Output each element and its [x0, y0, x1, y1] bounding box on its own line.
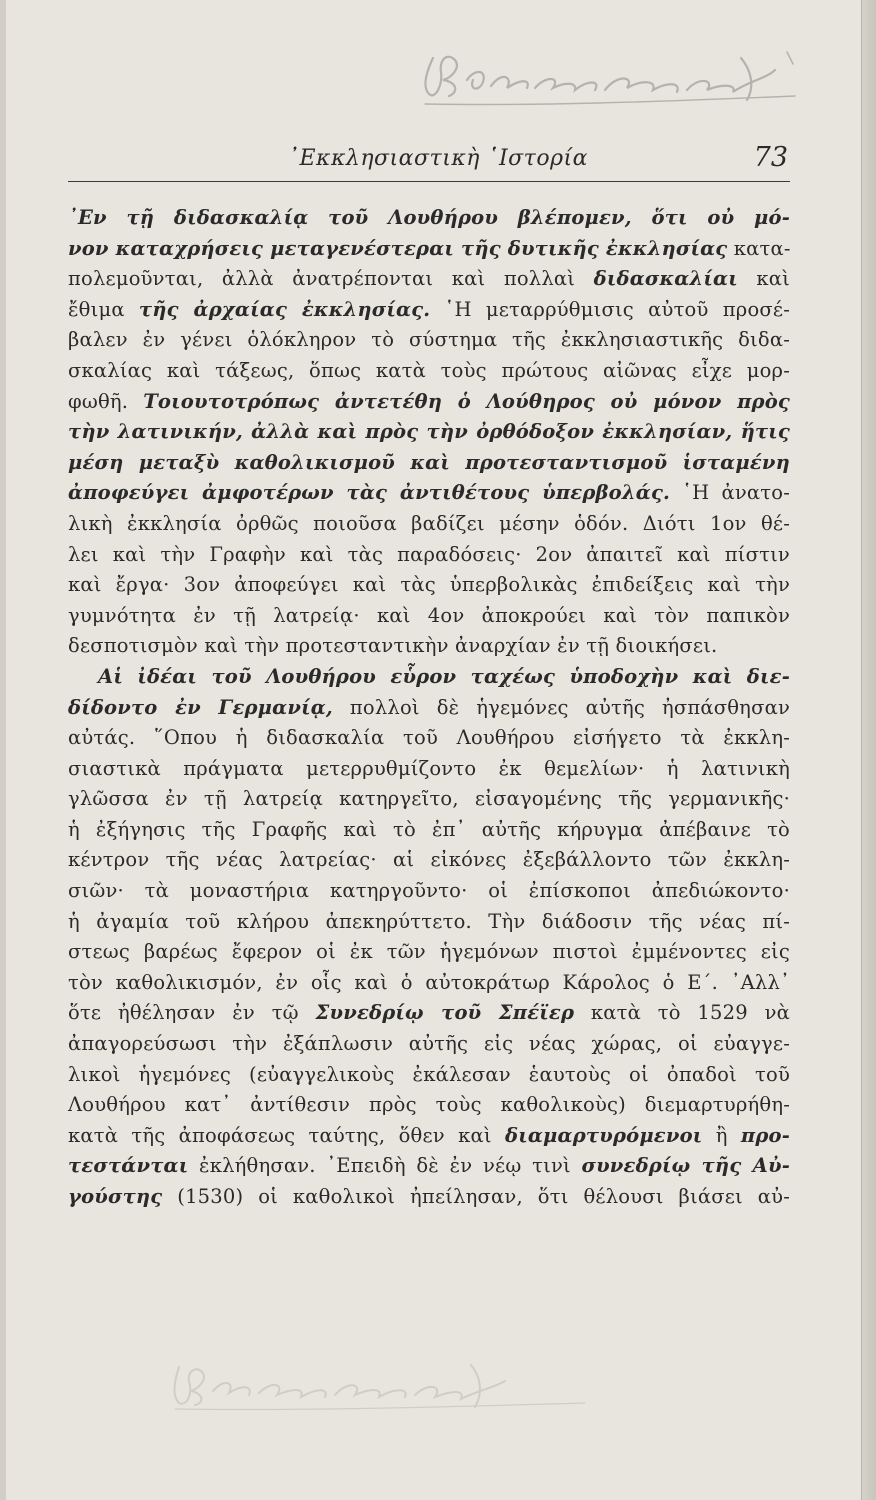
text-line — [68, 448, 790, 479]
text-line — [68, 754, 790, 785]
text-line — [68, 264, 790, 295]
body-text-run: ἔθιμα — [68, 297, 139, 321]
signature-stamp-icon — [395, 30, 815, 110]
header-rule — [68, 181, 790, 182]
text-line — [68, 570, 790, 601]
body-text-run: κατα- — [727, 236, 791, 260]
text-line — [68, 845, 790, 876]
text-line — [68, 387, 790, 418]
text-line — [68, 325, 790, 356]
text-line — [68, 356, 790, 387]
emphasis-text: νον καταχρήσεις μεταγενέστεραι τῆς δυτικῆς ἐκκλησίας — [68, 236, 728, 260]
body-text-run: δεσποτισμὸν καὶ τὴν προτεσταντικὴν ἀναρχίαν ἐν τῇ διοικήσει. — [68, 634, 718, 658]
body-text-run: γυμνότητα ἐν τῇ λατρείᾳ· καὶ 4ον ἀποκρούει καὶ τὸν παπικὸν — [68, 603, 790, 627]
body-text-run: σιαστικὰ πράγματα μετερρυθμίζοντο ἐκ θεμελίων· ἡ λατινικὴ — [68, 756, 790, 780]
body-text-run: λει καὶ τὴν Γραφὴν καὶ τὰς παραδόσεις· 2ον ἀπαιτεῖ καὶ πίστιν — [68, 542, 790, 566]
body-text-run: Λουθήρου κατ᾿ ἀντίθεσιν πρὸς τοὺς καθολικοὺς) διεμαρτυρήθη- — [68, 1093, 790, 1117]
body-text-run: στεως βαρέως ἔφερον οἱ ἐκ τῶν ἡγεμόνων πιστοὶ ἐμμένοντες εἰς — [68, 940, 790, 964]
emphasis-text: ἀποφεύγει ἀμφοτέρων τὰς ἀντιθέτους ὑπερβολάς. — [68, 481, 671, 505]
body-text-run: ἢ — [702, 1123, 741, 1147]
emphasis-text: διαμαρτυρόμενοι — [505, 1123, 703, 1147]
body-text-run: ἐκλήθησαν. ᾿Επειδὴ δὲ ἐν νέῳ τινὶ — [188, 1154, 582, 1178]
body-text-run: σιῶν· τὰ μοναστήρια κατηργοῦντο· οἱ ἐπίσκοποι ἀπεδιώκοντο· — [68, 879, 790, 903]
body-text-run: τὸν καθολικισμόν, ἐν οἷς καὶ ὁ αὐτοκράτωρ Κάρολος ὁ Ε΄. ᾿Αλλ᾿ — [68, 970, 790, 994]
body-text-run: πολεμοῦνται, ἀλλὰ ἀνατρέπονται καὶ πολλαὶ — [68, 267, 594, 291]
body-text-run: σκαλίας καὶ τάξεως, ὅπως κατὰ τοὺς πρώτους αἰῶνας εἶχε μορ- — [68, 358, 790, 382]
page-left-edge — [0, 0, 6, 1500]
body-text — [68, 203, 790, 1213]
emphasis-text: διδασκαλίαι — [593, 267, 738, 291]
text-line — [68, 540, 790, 571]
emphasis-text: συνεδρίῳ τῆς Αὐ- — [581, 1154, 790, 1178]
body-text-run: κέντρον τῆς νέας λατρείας· αἱ εἰκόνες ἐξεβάλλοντο τῶν ἐκκλη- — [68, 848, 790, 872]
page-number: 73 — [753, 142, 788, 173]
body-text-run: γλῶσσα ἐν τῇ λατρείᾳ κατηργεῖτο, εἰσαγομένης τῆς γερμανικῆς· — [68, 787, 790, 811]
text-line — [68, 937, 790, 968]
body-text-run: ἡ ἐξήγησις τῆς Γραφῆς καὶ τὸ ἐπ᾿ αὐτῆς κήρυγμα ἀπέβαινε τὸ — [68, 817, 790, 841]
text-line — [68, 815, 790, 846]
body-text-run: καὶ — [737, 267, 790, 291]
body-text-run: βαλεν ἐν γένει ὁλόκληρον τὸ σύστημα τῆς ἐκκλησιαστικῆς διδα- — [68, 328, 790, 352]
emphasis-text: Τοιουτοτρόπως ἀντετέθη ὁ Λούθηρος οὐ μόνον πρὸς — [143, 389, 790, 413]
running-title: ᾿Εκκλησιαστικὴ ῾Ιστορία — [288, 146, 588, 171]
body-text-run: λικὴ ἐκκλησία ὀρθῶς ποιοῦσα βαδίζει μέσην ὁδόν. Διότι 1ον θέ- — [68, 511, 790, 535]
text-line — [68, 907, 790, 938]
text-line — [68, 998, 790, 1029]
signature-stamp-icon — [165, 1345, 595, 1415]
emphasis-text: γούστης — [68, 1185, 163, 1208]
page-header — [68, 140, 788, 180]
page-right-edge — [861, 0, 876, 1500]
text-line — [68, 1151, 790, 1182]
text-line — [68, 417, 790, 448]
body-text-run: φωθῆ. — [68, 389, 144, 413]
body-text-run: πολλοὶ δὲ ἡγεμόνες αὐτῆς ἠσπάσθησαν — [332, 695, 791, 719]
emphasis-text: ᾿Εν τῇ διδασκαλίᾳ τοῦ Λουθήρου βλέπομεν, ὅτι οὐ μό- — [68, 206, 790, 229]
text-line — [68, 509, 790, 540]
text-line — [68, 693, 790, 724]
emphasis-text: μέση μεταξὺ καθολικισμοῦ καὶ προτεσταντισμοῦ ἱσταμένη — [68, 450, 790, 474]
body-text-run: κατὰ τὸ 1529 νὰ — [574, 1001, 791, 1025]
body-text-run: ἀπαγορεύσωσι τὴν ἐξάπλωσιν αὐτῆς εἰς νέας χώρας, οἱ εὐαγγε- — [68, 1032, 790, 1056]
text-line — [68, 876, 790, 907]
body-text-run: ὅτε ἠθέλησαν ἐν τῷ — [68, 1001, 316, 1025]
emphasis-text: τεστάνται — [68, 1154, 189, 1178]
text-line — [68, 234, 790, 265]
body-text-run: ῾Η ἀνατο- — [670, 481, 790, 505]
text-line — [68, 1029, 790, 1060]
text-line — [68, 1060, 790, 1091]
emphasis-text: Αἱ ἰδέαι τοῦ Λουθήρου εὗρον ταχέως ὑποδοχὴν καὶ διε- — [98, 664, 790, 688]
body-text-run: λικοὶ ἡγεμόνες (εὐαγγελικοὺς ἐκάλεσαν ἑαυτοὺς οἱ ὀπαδοὶ τοῦ — [68, 1062, 790, 1086]
text-line — [68, 203, 790, 234]
text-line — [68, 631, 790, 662]
emphasis-text: προ- — [740, 1123, 791, 1147]
body-text-run: καὶ ἔργα· 3ον ἀποφεύγει καὶ τὰς ὑπερβολικὰς ἐπιδείξεις καὶ τὴν — [68, 573, 790, 597]
text-line — [68, 1121, 790, 1152]
body-text-run: κατὰ τῆς ἀποφάσεως ταύτης, ὅθεν καὶ — [68, 1123, 505, 1147]
body-text-run: ῾Η μεταρρύθμισις αὐτοῦ προσέ- — [430, 297, 790, 321]
text-line — [68, 601, 790, 632]
body-text-run: αὐτάς. ῞Οπου ἡ διδασκαλία τοῦ Λουθήρου εἰσήγετο τὰ ἐκκλη- — [68, 726, 790, 750]
text-line — [68, 478, 790, 509]
body-text-run: (1530) οἱ καθολικοὶ ἠπείλησαν, ὅτι θέλουσι βιάσει αὐ- — [162, 1185, 790, 1208]
text-line — [68, 662, 790, 693]
text-line — [68, 1182, 790, 1213]
body-text-run: ἡ ἀγαμία τοῦ κλήρου ἀπεκηρύττετο. Τὴν διάδοσιν τῆς νέας πί- — [68, 909, 790, 933]
text-line — [68, 968, 790, 999]
emphasis-text: δίδοντο ἐν Γερμανίᾳ, — [68, 695, 333, 719]
emphasis-text: τῆς ἀρχαίας ἐκκλησίας. — [138, 297, 431, 321]
emphasis-text: Συνεδρίῳ τοῦ Σπέϊερ — [315, 1001, 575, 1025]
text-line — [68, 784, 790, 815]
text-line — [68, 1090, 790, 1121]
emphasis-text: τὴν λατινικήν, ἀλλὰ καὶ πρὸς τὴν ὀρθόδοξον ἐκκλησίαν, ἥτις — [68, 420, 790, 444]
text-line — [68, 723, 790, 754]
text-line — [68, 295, 790, 326]
